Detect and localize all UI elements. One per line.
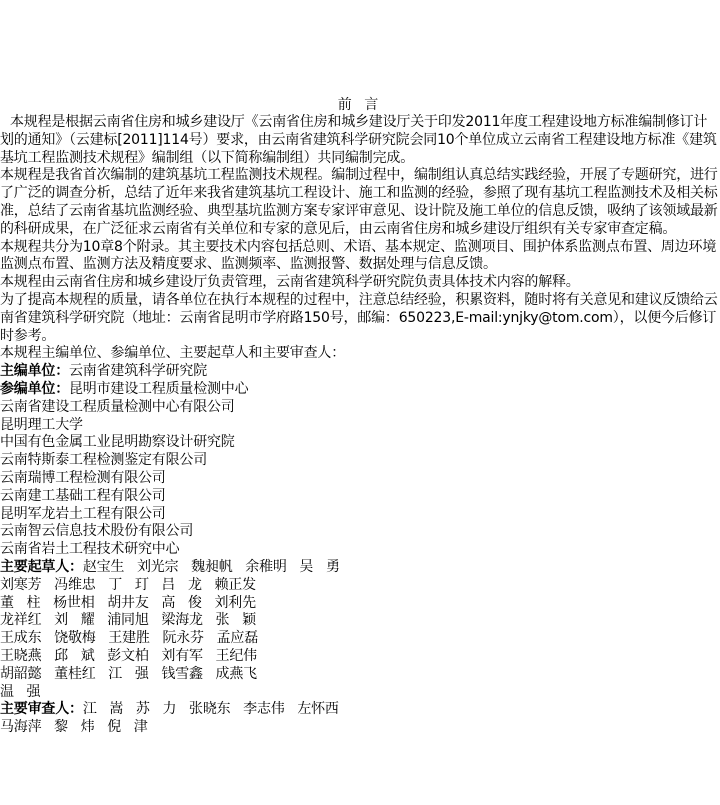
- participating-unit: 昆明市建设工程质量检测中心: [69, 380, 249, 397]
- drafters-line: [0, 559, 720, 577]
- participating-unit: 昆明理工大学: [0, 416, 83, 433]
- participating-unit: 云南省建设工程质量检测中心有限公司: [0, 398, 235, 415]
- participating-unit: 云南瑞博工程检测有限公司: [0, 469, 166, 486]
- drafter-names: 刘寒芳 冯维忠 丁 玎 吕 龙 赖正发: [0, 576, 256, 593]
- paragraph-origin: 本规程是根据云南省住房和城乡建设厅《云南省住房和城乡建设厅关于印发2011年度工程建设地方标准编制修订计划的通知》（云建标[2011]114号）要求，由云南省建筑科学研究院会同10个单位成立云南省工程建设地方标准《建筑基坑工程监测技术规程》编制组（以下简称编制组）共同编制完成。: [0, 114, 717, 166]
- drafter-names: 王成东 饶敬梅 王建胜 阮永芬 孟应磊: [0, 630, 259, 647]
- drafter-names: 董 柱 杨世相 胡井友 高 俊 刘利先: [0, 594, 256, 611]
- paragraph-feedback: 为了提高本规程的质量，请各单位在执行本规程的过程中，注意总结经验，积累资料，随时将有关意见和建议反馈给云南省建筑科学研究院（地址：云南省昆明市学府路150号，邮编：650223,E-mail:ynjky@tom.com），以便今后修订时参考。: [0, 291, 718, 344]
- chief-unit-line: [0, 363, 720, 381]
- paragraph-management: 本规程由云南省住房和城乡建设厅负责管理，云南省建筑科学研究院负责具体技术内容的解释。: [0, 274, 580, 291]
- participating-units-label: 参编单位：: [0, 380, 69, 397]
- drafter-names: 温 强: [0, 683, 41, 700]
- reviewer-names: 马海萍 黎 炜 倪 津: [0, 719, 148, 736]
- reviewers-line: [0, 701, 720, 719]
- page-title: 前 言: [337, 97, 383, 113]
- drafters-label: 主要起草人：: [0, 558, 83, 575]
- participating-unit: 云南建工基础工程有限公司: [0, 487, 166, 504]
- reviewer-names: 江 嵩 苏 力 张晓东 李志伟 左怀西: [82, 701, 339, 718]
- participating-unit: 云南特斯泰工程检测鉴定有限公司: [0, 452, 207, 469]
- participating-unit: 中国有色金属工业昆明勘察设计研究院: [0, 434, 235, 451]
- paragraph-contents: 本规程共分为10章8个附录。其主要技术内容包括总则、术语、基本规定、监测项目、围护体系监测点布置、周边环境监测点布置、监测方法及精度要求、监测频率、监测报警、数据处理与信息反馈。: [0, 238, 717, 273]
- drafter-names: 王晓燕 邱 斌 彭文柏 刘有军 王纪伟: [0, 647, 257, 664]
- chief-unit-label: 主编单位：: [0, 363, 69, 380]
- reviewers-label: 主要审查人：: [0, 701, 83, 718]
- participating-unit: 昆明军龙岩土工程有限公司: [0, 505, 166, 522]
- drafter-names: 胡韶懿 董桂红 江 强 钱雪鑫 成燕飞: [0, 665, 257, 682]
- participating-unit: 云南智云信息技术股份有限公司: [0, 523, 194, 540]
- chief-unit-value: 云南省建筑科学研究院: [69, 363, 207, 380]
- participating-units-line: [0, 381, 720, 399]
- participating-unit: 云南省岩土工程技术研究中心: [0, 541, 180, 558]
- document-page: [0, 96, 720, 737]
- paragraph-units-intro: 本规程主编单位、参编单位、主要起草人和主要审查人：: [0, 345, 345, 362]
- paragraph-process: 本规程是我省首次编制的建筑基坑工程监测技术规程。编制过程中，编制组认真总结实践经验，开展了专题研究，进行了广泛的调查分析，总结了近年来我省建筑基坑工程设计、施工和监测的经验，参照了现有基坑工程监测技术及相关标准，总结了云南省基坑监测经验、典型基坑监测方案专家评审意见、设计院及施工单位的信息反馈，吸纳了该领域最新的科研成果，在广泛征求云南省有关单位和专家的意见后，由云南省住房和城乡建设厅组织有关专家审查定稿。: [0, 167, 718, 237]
- drafter-names: 赵宝生 刘光宗 魏昶帆 余稚明 吴 勇: [82, 558, 340, 575]
- drafter-names: 龙祥红 刘 耀 浦同旭 梁海龙 张 颖: [0, 612, 256, 629]
